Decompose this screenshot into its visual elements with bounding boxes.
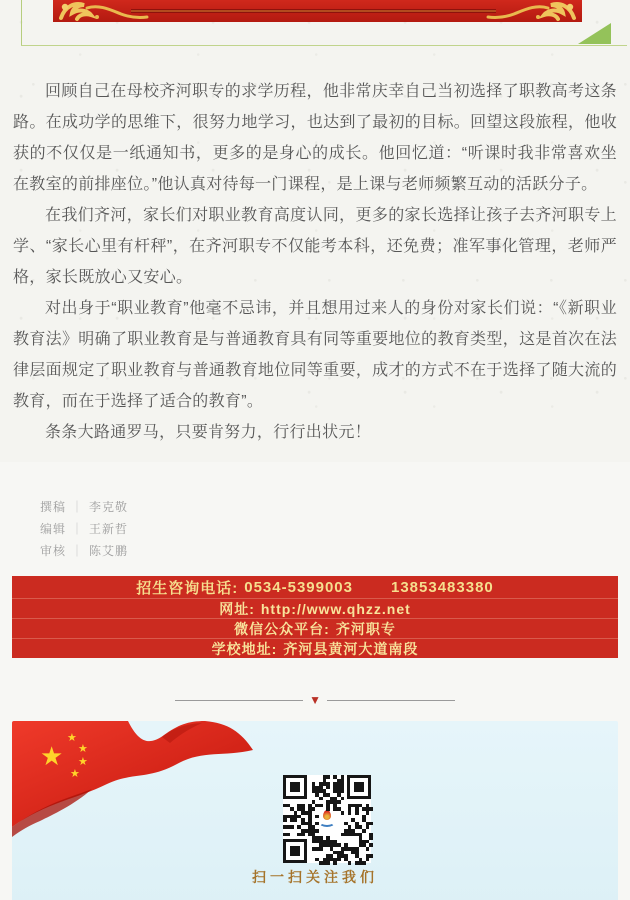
contact-row-website [12,598,618,618]
contact-phone-1: 0534-5399003 [244,578,353,596]
contact-label: 网址: [219,600,255,617]
divider-line [327,700,455,701]
contact-row-wechat [12,618,618,638]
qr-finder-icon [283,839,307,863]
flag-star-small-icon: ★ [78,755,88,768]
banner-center-rule [131,9,496,13]
china-flag-image [12,721,262,839]
dragon-ornament-icon [486,0,578,22]
paragraph: 回顾自己在母校齐河职专的求学历程，他非常庆幸自己当初选择了职教高考这条路。在成功学的思维下，很努力地学习，也达到了最初的目标。回望这段旅程，他收获的不仅仅是一纸通知书，更多的是身心的成长。他回忆道：“听课时我非常喜欢坐在教室的前排座位。”他认真对待每一门课程，是上课与老师频繁互动的活跃分子。 [13,83,617,193]
flag-star-small-icon: ★ [67,731,77,744]
credit-name: 王新哲 [89,522,129,536]
credit-row-writer [40,496,630,518]
green-border-bottom [21,45,627,46]
credit-role: 编辑 [40,522,67,536]
section-divider [175,694,455,706]
credit-row-reviewer [40,540,630,562]
credits-block [0,462,630,562]
article-text [0,46,630,448]
credit-name: 李克敬 [89,500,129,514]
flag-star-small-icon: ★ [70,767,80,780]
header-banner-box [0,0,630,46]
contact-label: 微信公众平台: [234,620,330,637]
contact-info-block [12,576,618,658]
qr-finder-icon [283,775,307,799]
credit-separator: ｜ [71,522,85,536]
contact-wechat-name: 齐河职专 [335,620,396,637]
follow-caption: 扫一扫关注我们 [252,869,378,885]
green-border-left [21,0,22,45]
red-ribbon-banner [53,0,582,22]
divider-line [175,700,303,701]
credit-row-editor [40,518,630,540]
green-corner-triangle-icon [578,23,611,44]
follow-card [12,721,618,900]
credit-role: 审核 [40,544,67,558]
qr-code [283,775,371,863]
paragraph: 条条大路通罗马，只要肯努力，行行出状元！ [45,424,372,441]
contact-address: 齐河县黄河大道南段 [283,640,419,657]
credit-role: 撰稿 [40,500,67,514]
credit-separator: ｜ [71,544,85,558]
credit-separator: ｜ [71,500,85,514]
contact-phone-2: 13853483380 [391,578,494,596]
contact-row-address [12,638,618,658]
flag-star-big-icon: ★ [40,742,64,772]
down-triangle-icon: ▼ [309,693,321,707]
paragraph: 在我们齐河，家长们对职业教育高度认同，更多的家长选择让孩子去齐河职专上学、“家长心里有杆秤”，在齐河职专不仅能考本科，还免费；准军事化管理，老师严格，家长既放心又安心。 [13,207,617,286]
contact-row-phone [12,576,618,598]
paragraph: 对出身于“职业教育”他毫不忌讳，并且想用过来人的身份对家长们说：“《新职业教育法》明确了职业教育是与普通教育具有同等重要地位的教育类型，这是首次在法律层面规定了职业教育与普通教育地位同等重要，成才的方式不在于选择了随大流的教育，而在于选择了适合的教育”。 [13,300,617,410]
flag-star-small-icon: ★ [78,742,88,755]
credit-name: 陈艾鹏 [89,544,129,558]
contact-label: 招生咨询电话: [136,579,239,597]
contact-website-url: http://www.qhzz.net [260,600,411,617]
contact-label: 学校地址: [211,640,278,657]
qr-finder-icon [347,775,371,799]
